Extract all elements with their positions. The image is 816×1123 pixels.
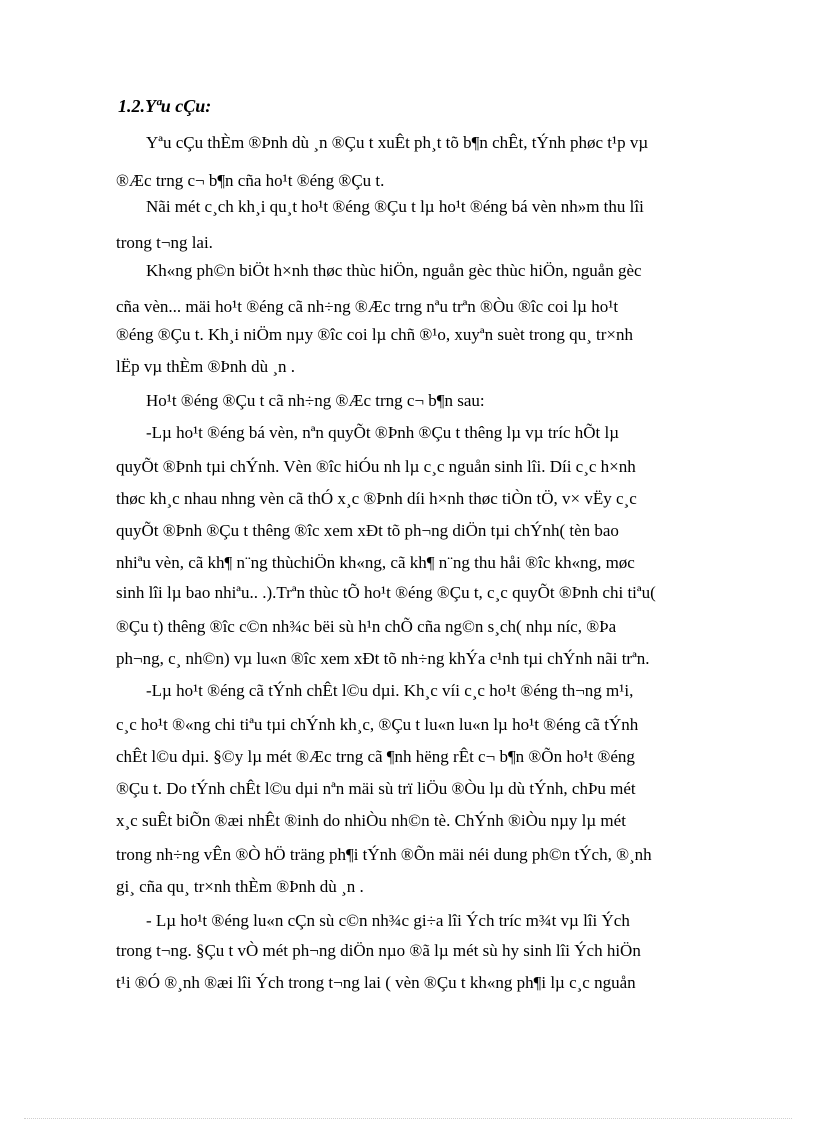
paragraph-first-line: -Lµ ho¹t ®éng bá vèn, nªn quyÕt ®Þnh ®Çu t thêng lµ vµ tríc hÕt lµ: [146, 423, 620, 442]
text-line: quyÕt ®Þnh ®Çu t thêng ®îc xem xÐt tõ ph¬ng diÖn tµi chÝnh( tèn bao: [116, 521, 619, 540]
text-line: trong nh÷ng vÊn ®Ò hÖ träng ph¶i tÝnh ®Õn mäi néi dung ph©n tÝch, ®¸nh: [116, 845, 652, 864]
paragraph-first-line: Nãi mét c¸ch kh¸i qu¸t ho¹t ®éng ®Çu t lµ ho¹t ®éng bá vèn nh»m thu lîi: [146, 197, 644, 216]
text-line: ph¬ng, c¸ nh©n) vµ lu«n ®îc xem xÐt tõ nh÷ng khÝa c¹nh tµi chÝnh nãi trªn.: [116, 649, 650, 668]
paragraph-first-line: Ho¹t ®éng ®Çu t cã nh÷ng ®Æc trng c¬ b¶n sau:: [146, 391, 485, 410]
text-line: trong t¬ng lai.: [116, 233, 213, 252]
text-line: t¹i ®Ó ®¸nh ®æi lîi Ých trong t¬ng lai ( vèn ®Çu t kh«ng ph¶i lµ c¸c nguån: [116, 973, 636, 992]
text-line: c¸c ho¹t ®«ng chi tiªu tµi chÝnh kh¸c, ®Çu t lu«n lu«n lµ ho¹t ®éng cã tÝnh: [116, 715, 639, 734]
paragraph-first-line: -Lµ ho¹t ®éng cã tÝnh chÊt l©u dµi. Kh¸c víi c¸c ho¹t ®éng th¬ng m¹i,: [146, 681, 634, 700]
text-line: gi¸ cña qu¸ tr×nh thÈm ®Þnh dù ¸n .: [116, 877, 364, 896]
text-line: ®Çu t) thêng ®îc c©n nh¾c bëi sù h¹n chÕ cña ng©n s¸ch( nhµ níc, ®Þa: [116, 617, 617, 636]
text-line: ®Çu t. Do tÝnh chÊt l©u dµi nªn mäi sù trï liÖu ®Òu lµ dù tÝnh, chÞu mét: [116, 779, 636, 798]
text-line: x¸c suÊt biÕn ®æi nhÊt ®inh do nhiÒu nh©n tè. ChÝnh ®iÒu nµy lµ mét: [116, 811, 626, 830]
text-line: ®éng ®Çu t. Kh¸i niÖm nµy ®îc coi lµ chñ ®¹o, xuyªn suèt trong qu¸ tr×nh: [116, 325, 633, 344]
text-line: trong t¬ng. §Çu t vÒ mét ph¬ng diÖn nµo ®ã lµ mét sù hy sinh lîi Ých hiÖn: [116, 941, 641, 960]
text-line: sinh lîi lµ bao nhiªu.. .).Trªn thùc tÕ ho¹t ®éng ®Çu t, c¸c quyÕt ®Þnh chi tiªu(: [116, 583, 656, 602]
text-line: nhiªu vèn, cã kh¶ n¨ng thùchiÖn kh«ng, cã kh¶ n¨ng thu håi ®îc kh«ng, møc: [116, 553, 635, 572]
text-line: cña vèn... mäi ho¹t ®éng cã nh÷ng ®Æc trng nªu trªn ®Òu ®îc coi lµ ho¹t: [116, 297, 619, 316]
text-line: ®Æc trng c¬ b¶n cña ho¹t ®éng ®Çu t.: [116, 171, 385, 190]
section-heading: 1.2.Yªu cÇu:: [118, 96, 212, 116]
text-line: chÊt l©u dµi. §©y lµ mét ®Æc trng cã ¶nh hëng rÊt c¬ b¶n ®Õn ho¹t ®éng: [116, 747, 635, 766]
text-line: quyÕt ®Þnh tµi chÝnh. Vèn ®îc hiÓu nh lµ c¸c nguån sinh lîi. Díi c¸c h×nh: [116, 457, 636, 476]
text-line: lËp vµ thÈm ®Þnh dù ¸n .: [116, 357, 296, 376]
paragraph-first-line: - Lµ ho¹t ®éng lu«n cÇn sù c©n nh¾c gi÷a lîi Ých tríc m¾t vµ lîi Ých: [146, 911, 630, 930]
page-bottom-rule: [24, 1118, 792, 1119]
paragraph-first-line: Yªu cÇu thÈm ®Þnh dù ¸n ®Çu t xuÊt ph¸t tõ b¶n chÊt, tÝnh phøc t¹p vµ: [146, 133, 649, 152]
paragraph-first-line: Kh«ng ph©n biÖt h×nh thøc thùc hiÖn, nguån gèc thùc hiÖn, nguån gèc: [146, 261, 642, 280]
text-line: thøc kh¸c nhau nhng vèn cã thÓ x¸c ®Þnh díi h×nh thøc tiÒn tÖ, v× vËy c¸c: [116, 489, 637, 508]
